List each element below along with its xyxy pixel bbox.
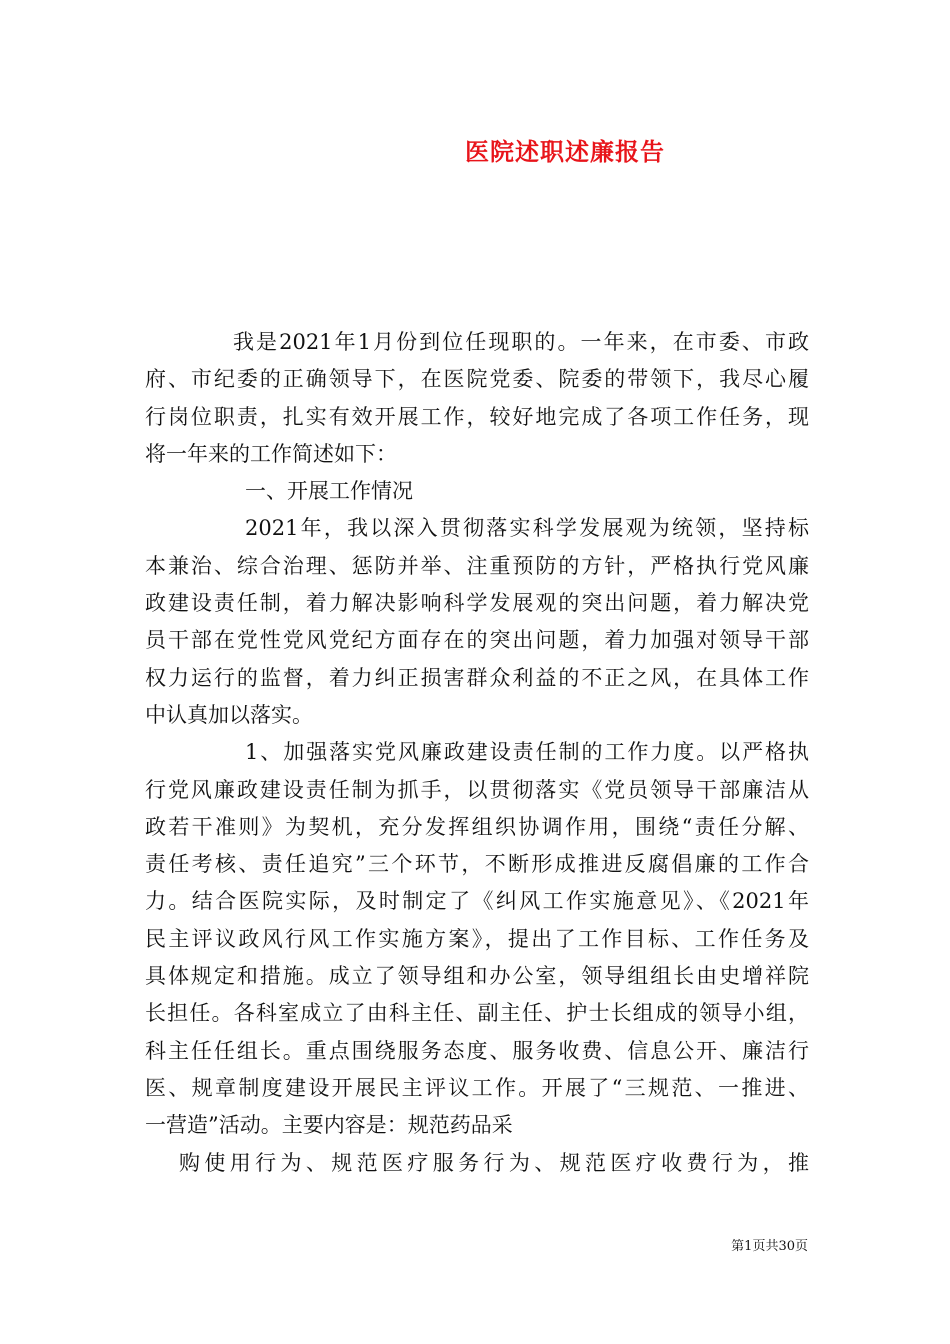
paragraph-line: 府、市纪委的正确领导下，在医院党委、院委的带领下，我尽心履 <box>145 367 809 392</box>
document-title: 医院述职述廉报告 <box>465 137 665 166</box>
paragraph-line: 一营造”活动。主要内容是：规范药品采 <box>145 1113 513 1138</box>
paragraph-line: 长担任。各科室成立了由科主任、副主任、护士长组成的领导小组， <box>145 1001 809 1026</box>
paragraph-line: 中认真加以落实。 <box>145 702 313 727</box>
paragraph-line: 1、加强落实党风廉政建设责任制的工作力度。以严格执 <box>245 740 809 765</box>
paragraph-line: 购使用行为、规范医疗服务行为、规范医疗收费行为，推 <box>179 1150 809 1175</box>
paragraph-line: 2021年，我以深入贯彻落实科学发展观为统领，坚持标 <box>245 516 809 541</box>
paragraph-line: 我是2021年1月份到位任现职的。一年来，在市委、市政 <box>233 330 809 354</box>
page-number: 第1页共30页 <box>731 1239 808 1254</box>
paragraph-line: 民主评议政风行风工作实施方案》，提出了工作目标、工作任务及 <box>145 926 809 951</box>
paragraph-line: 将一年来的工作简述如下： <box>145 441 397 466</box>
section-heading: 一、开展工作情况 <box>245 479 413 504</box>
document-body <box>145 324 809 1182</box>
paragraph-line: 责任考核、责任追究”三个环节，不断形成推进反腐倡廉的工作合 <box>145 852 809 877</box>
paragraph-line: 本兼治、综合治理、惩防并举、注重预防的方针，严格执行党风廉 <box>145 553 809 578</box>
paragraph-line: 科主任任组长。重点围绕服务态度、服务收费、信息公开、廉洁行 <box>145 1038 809 1063</box>
paragraph-line: 具体规定和措施。成立了领导组和办公室，领导组组长由史增祥院 <box>145 964 809 989</box>
paragraph-line: 行岗位职责，扎实有效开展工作，较好地完成了各项工作任务，现 <box>145 404 809 429</box>
paragraph-line: 行党风廉政建设责任制为抓手，以贯彻落实《党员领导干部廉洁从 <box>145 777 809 802</box>
paragraph-line: 员干部在党性党风党纪方面存在的突出问题，着力加强对领导干部 <box>145 628 809 653</box>
paragraph-line: 权力运行的监督，着力纠正损害群众利益的不正之风，在具体工作 <box>145 665 809 690</box>
paragraph-line: 医、规章制度建设开展民主评议工作。开展了“三规范、一推进、 <box>145 1075 809 1100</box>
paragraph-line: 政建设责任制，着力解决影响科学发展观的突出问题，着力解决党 <box>145 591 809 616</box>
paragraph-line: 力。结合医院实际，及时制定了《纠风工作实施意见》、《2021年 <box>145 889 809 914</box>
paragraph-line: 政若干准则》为契机，充分发挥组织协调作用，围绕“责任分解、 <box>145 814 809 839</box>
